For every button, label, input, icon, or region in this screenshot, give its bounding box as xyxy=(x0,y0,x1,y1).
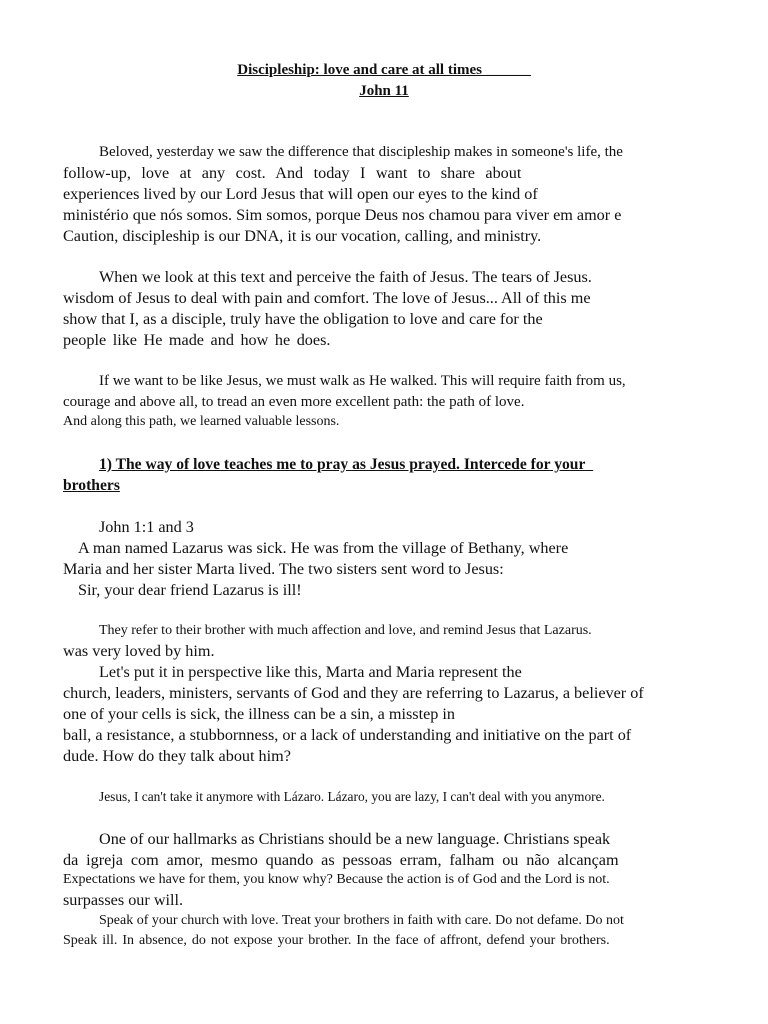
paragraph-line: da igreja com amor, mesmo quando as pessoas erram, falham ou não alcançam xyxy=(63,851,619,869)
paragraph-line: Sir, your dear friend Lazarus is ill! xyxy=(78,581,302,599)
scripture-reference: John 1:1 and 3 xyxy=(99,518,194,536)
quote-line: Jesus, I can't take it anymore with Lázaro. Lázaro, you are lazy, I can't deal with you anymore. xyxy=(99,789,605,804)
paragraph-line: wisdom of Jesus to deal with pain and comfort. The love of Jesus... All of this me xyxy=(63,289,591,307)
paragraph-line: surpasses our will. xyxy=(63,891,184,909)
paragraph-line: Expectations we have for them, you know why? Because the action is of God and the Lord is not. xyxy=(63,872,610,887)
paragraph-line: And along this path, we learned valuable lessons. xyxy=(63,414,340,429)
paragraph-line: church, leaders, ministers, servants of God and they are referring to Lazarus, a believer of xyxy=(63,684,644,702)
paragraph-line: was very loved by him. xyxy=(63,642,215,660)
paragraph-line: Caution, discipleship is our DNA, it is our vocation, calling, and ministry. xyxy=(63,227,542,245)
paragraph-line: Let's put it in perspective like this, Marta and Maria represent the xyxy=(99,663,522,681)
paragraph-line: ball, a resistance, a stubbornness, or a lack of understanding and initiative on the part of xyxy=(63,726,632,744)
paragraph-line: Speak ill. In absence, do not expose your brother. In the face of affront, defend your brothers. xyxy=(63,933,610,948)
paragraph-line: dude. How do they talk about him? xyxy=(63,747,291,765)
paragraph-line: If we want to be like Jesus, we must walk as He walked. This will require faith from us, xyxy=(99,373,626,389)
paragraph-line: Maria and her sister Marta lived. The two sisters sent word to Jesus: xyxy=(63,560,504,578)
paragraph-line: A man named Lazarus was sick. He was from the village of Bethany, where xyxy=(78,539,569,557)
paragraph-line: experiences lived by our Lord Jesus that will open our eyes to the kind of xyxy=(63,185,538,203)
paragraph-line: Speak of your church with love. Treat your brothers in faith with care. Do not defame. Do not xyxy=(99,913,624,928)
paragraph-line: Beloved, yesterday we saw the difference that discipleship makes in someone's life, the xyxy=(99,144,623,160)
paragraph-line: show that I, as a disciple, truly have the obligation to love and care for the xyxy=(63,310,543,328)
section-heading: 1) The way of love teaches me to pray as Jesus prayed. Intercede for your brothers xyxy=(63,456,586,494)
paragraph-line: courage and above all, to tread an even more excellent path: the path of love. xyxy=(63,394,525,410)
paragraph-line: follow-up, love at any cost. And today I want to share about xyxy=(63,164,522,182)
paragraph-line: One of our hallmarks as Christians should be a new language. Christians speak xyxy=(99,830,611,848)
document-title: Discipleship: love and care at all times ______ xyxy=(237,62,531,78)
paragraph-line: people like He made and how he does. xyxy=(63,331,331,349)
paragraph-line: When we look at this text and perceive the faith of Jesus. The tears of Jesus. xyxy=(99,268,592,286)
document-subtitle: John 11 xyxy=(359,83,409,99)
paragraph-line: ministério que nós somos. Sim somos, porque Deus nos chamou para viver em amor e xyxy=(63,206,622,224)
paragraph-line: They refer to their brother with much affection and love, and remind Jesus that Lazarus. xyxy=(99,623,592,638)
paragraph-line: one of your cells is sick, the illness can be a sin, a misstep in xyxy=(63,705,456,723)
